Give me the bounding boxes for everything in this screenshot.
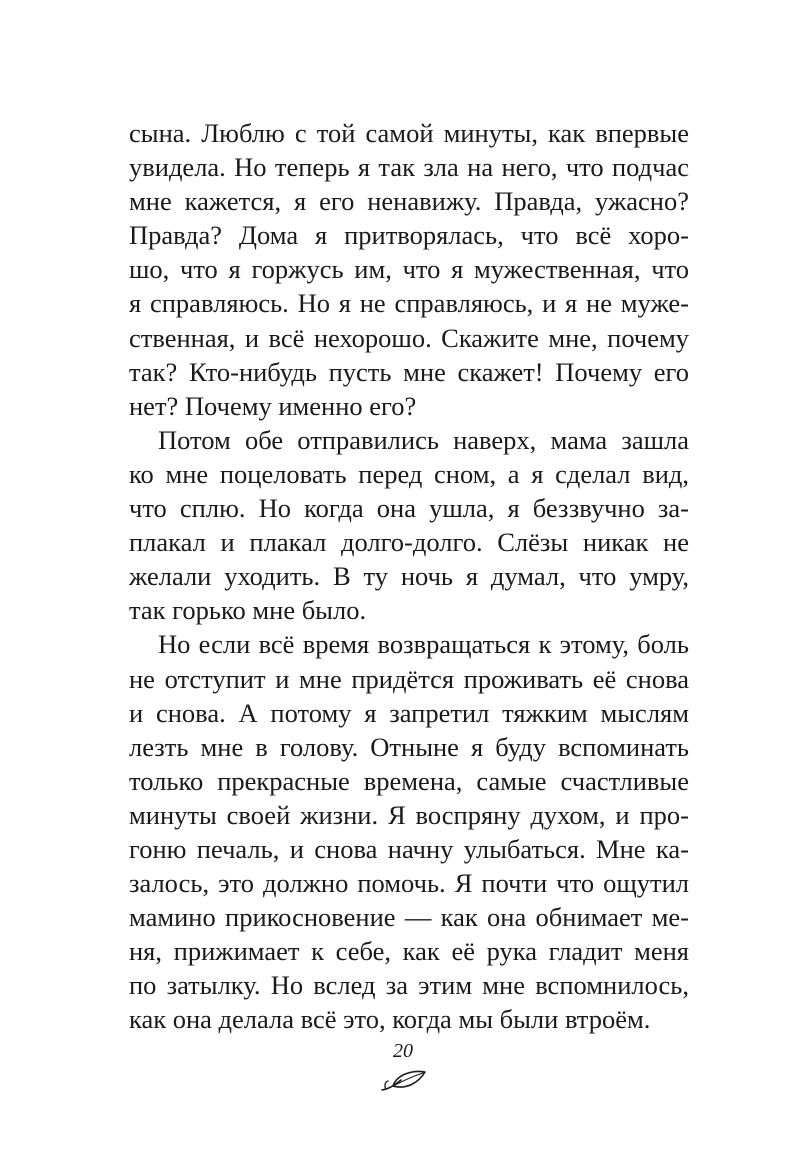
leaf-icon (379, 1068, 427, 1094)
text-line: минуты своей жизни. Я воспряну духом, и про- (129, 799, 689, 830)
text-line: как она делала всё это, когда мы были втроём. (129, 1004, 651, 1035)
text-line: только прекрасные времена, самые счастливые (129, 765, 689, 796)
body-text (129, 116, 689, 1037)
text-line: не отступит и мне придётся проживать её снова (129, 663, 689, 694)
text-line: шо, что я горжусь им, что я мужественная, что (129, 254, 689, 285)
text-line: что сплю. Но когда она ушла, я беззвучно за- (129, 493, 689, 524)
text-line: залось, это должно помочь. Я почти что ощутил (129, 868, 689, 899)
text-line: ня, прижимает к себе, как её рука гладит меня (129, 936, 689, 967)
text-line: желали уходить. В ту ночь я думал, что умру, (129, 561, 689, 592)
text-line: мамино прикосновение — как она обнимает ме- (129, 902, 689, 933)
text-line: ко мне поцеловать перед сном, а я сделал вид, (129, 458, 689, 489)
text-line: гоню печаль, и снова начну улыбаться. Мне ка- (129, 833, 689, 864)
text-line: Правда? Дома я притворялась, что всё хоро- (129, 220, 689, 251)
text-line: по затылку. Но вслед за этим мне вспомнилось, (129, 970, 689, 1001)
text-line: мне кажется, я его ненавижу. Правда, ужасно? (129, 186, 689, 217)
text-line: Потом обе отправились наверх, мама зашла (158, 424, 689, 455)
text-line: так? Кто-нибудь пусть мне скажет! Почему его (129, 356, 689, 387)
text-line: лезть мне в голову. Отныне я буду вспоминать (129, 731, 689, 762)
text-line: я справляюсь. Но я не справляюсь, и я не муже- (129, 288, 689, 319)
text-line: нет? Почему именно его? (129, 390, 417, 421)
text-line: сына. Люблю с той самой минуты, как впервые (129, 118, 689, 148)
text-line: плакал и плакал долго-долго. Слёзы никак не (129, 527, 689, 558)
text-line: ственная, и всё нехорошо. Скажите мне, почему (129, 322, 689, 353)
text-line: увидела. Но теперь я так зла на него, что подчас (129, 152, 689, 183)
page-number: 20 (393, 1040, 413, 1062)
text-line: так горько мне было. (129, 595, 367, 626)
text-line: и снова. А потому я запретил тяжким мыслям (129, 697, 689, 728)
text-line: Но если всё время возвращаться к этому, боль (158, 629, 689, 660)
